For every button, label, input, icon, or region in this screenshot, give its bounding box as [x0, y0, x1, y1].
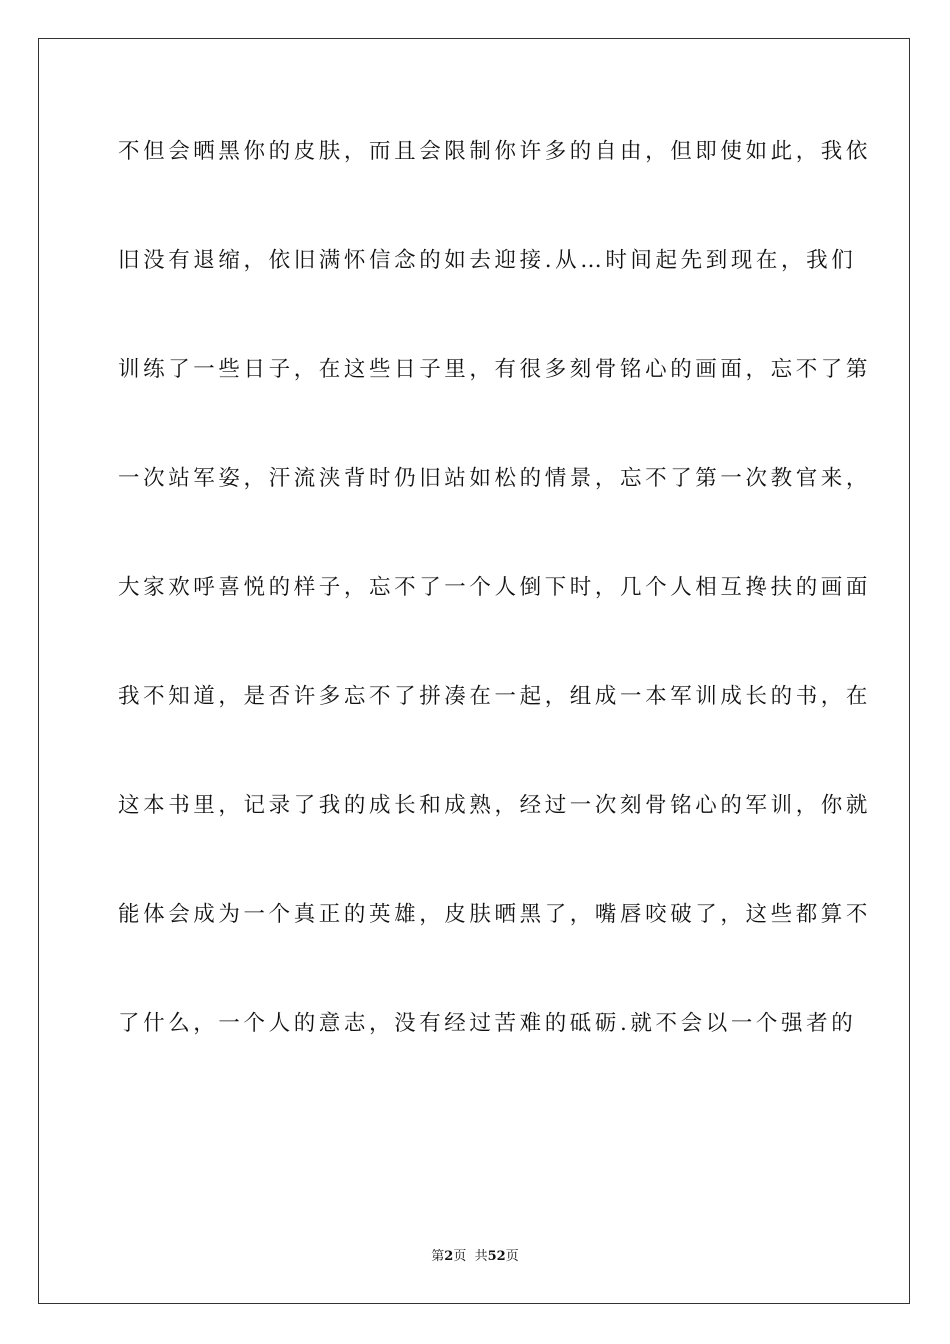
total-suffix: 页	[505, 1249, 519, 1264]
footer-separator	[466, 1249, 474, 1264]
text-line: 训练了一些日子，在这些日子里，有很多刻骨铭心的画面，忘不了第	[118, 357, 872, 382]
page-prefix: 第	[431, 1249, 445, 1264]
text-line: 一次站军姿，汗流浃背时仍旧站如松的情景，忘不了第一次教官来，	[118, 466, 872, 491]
page-suffix: 页	[453, 1249, 467, 1264]
text-line: 能体会成为一个真正的英雄，皮肤晒黑了，嘴唇咬破了，这些都算不	[118, 902, 872, 927]
text-line: 我不知道，是否许多忘不了拼凑在一起，组成一本军训成长的书，在	[118, 684, 872, 709]
text-line: 了什么，一个人的意志，没有经过苦难的砥砺.就不会以一个强者的	[118, 1011, 857, 1036]
total-prefix: 共	[474, 1249, 488, 1264]
page-number: 2	[444, 1249, 454, 1264]
text-line: 这本书里，记录了我的成长和成熟，经过一次刻骨铭心的军训，你就	[118, 793, 872, 818]
text-line: 大家欢呼喜悦的样子，忘不了一个人倒下时，几个人相互搀扶的画面	[118, 575, 872, 600]
text-line: 旧没有退缩，依旧满怀信念的如去迎接.从…时间起先到现在，我们	[118, 248, 857, 273]
total-pages: 52	[487, 1249, 506, 1264]
page-footer	[0, 1247, 950, 1267]
body-text	[118, 128, 872, 1109]
text-line: 不但会晒黑你的皮肤，而且会限制你许多的自由，但即使如此，我依	[118, 139, 872, 164]
